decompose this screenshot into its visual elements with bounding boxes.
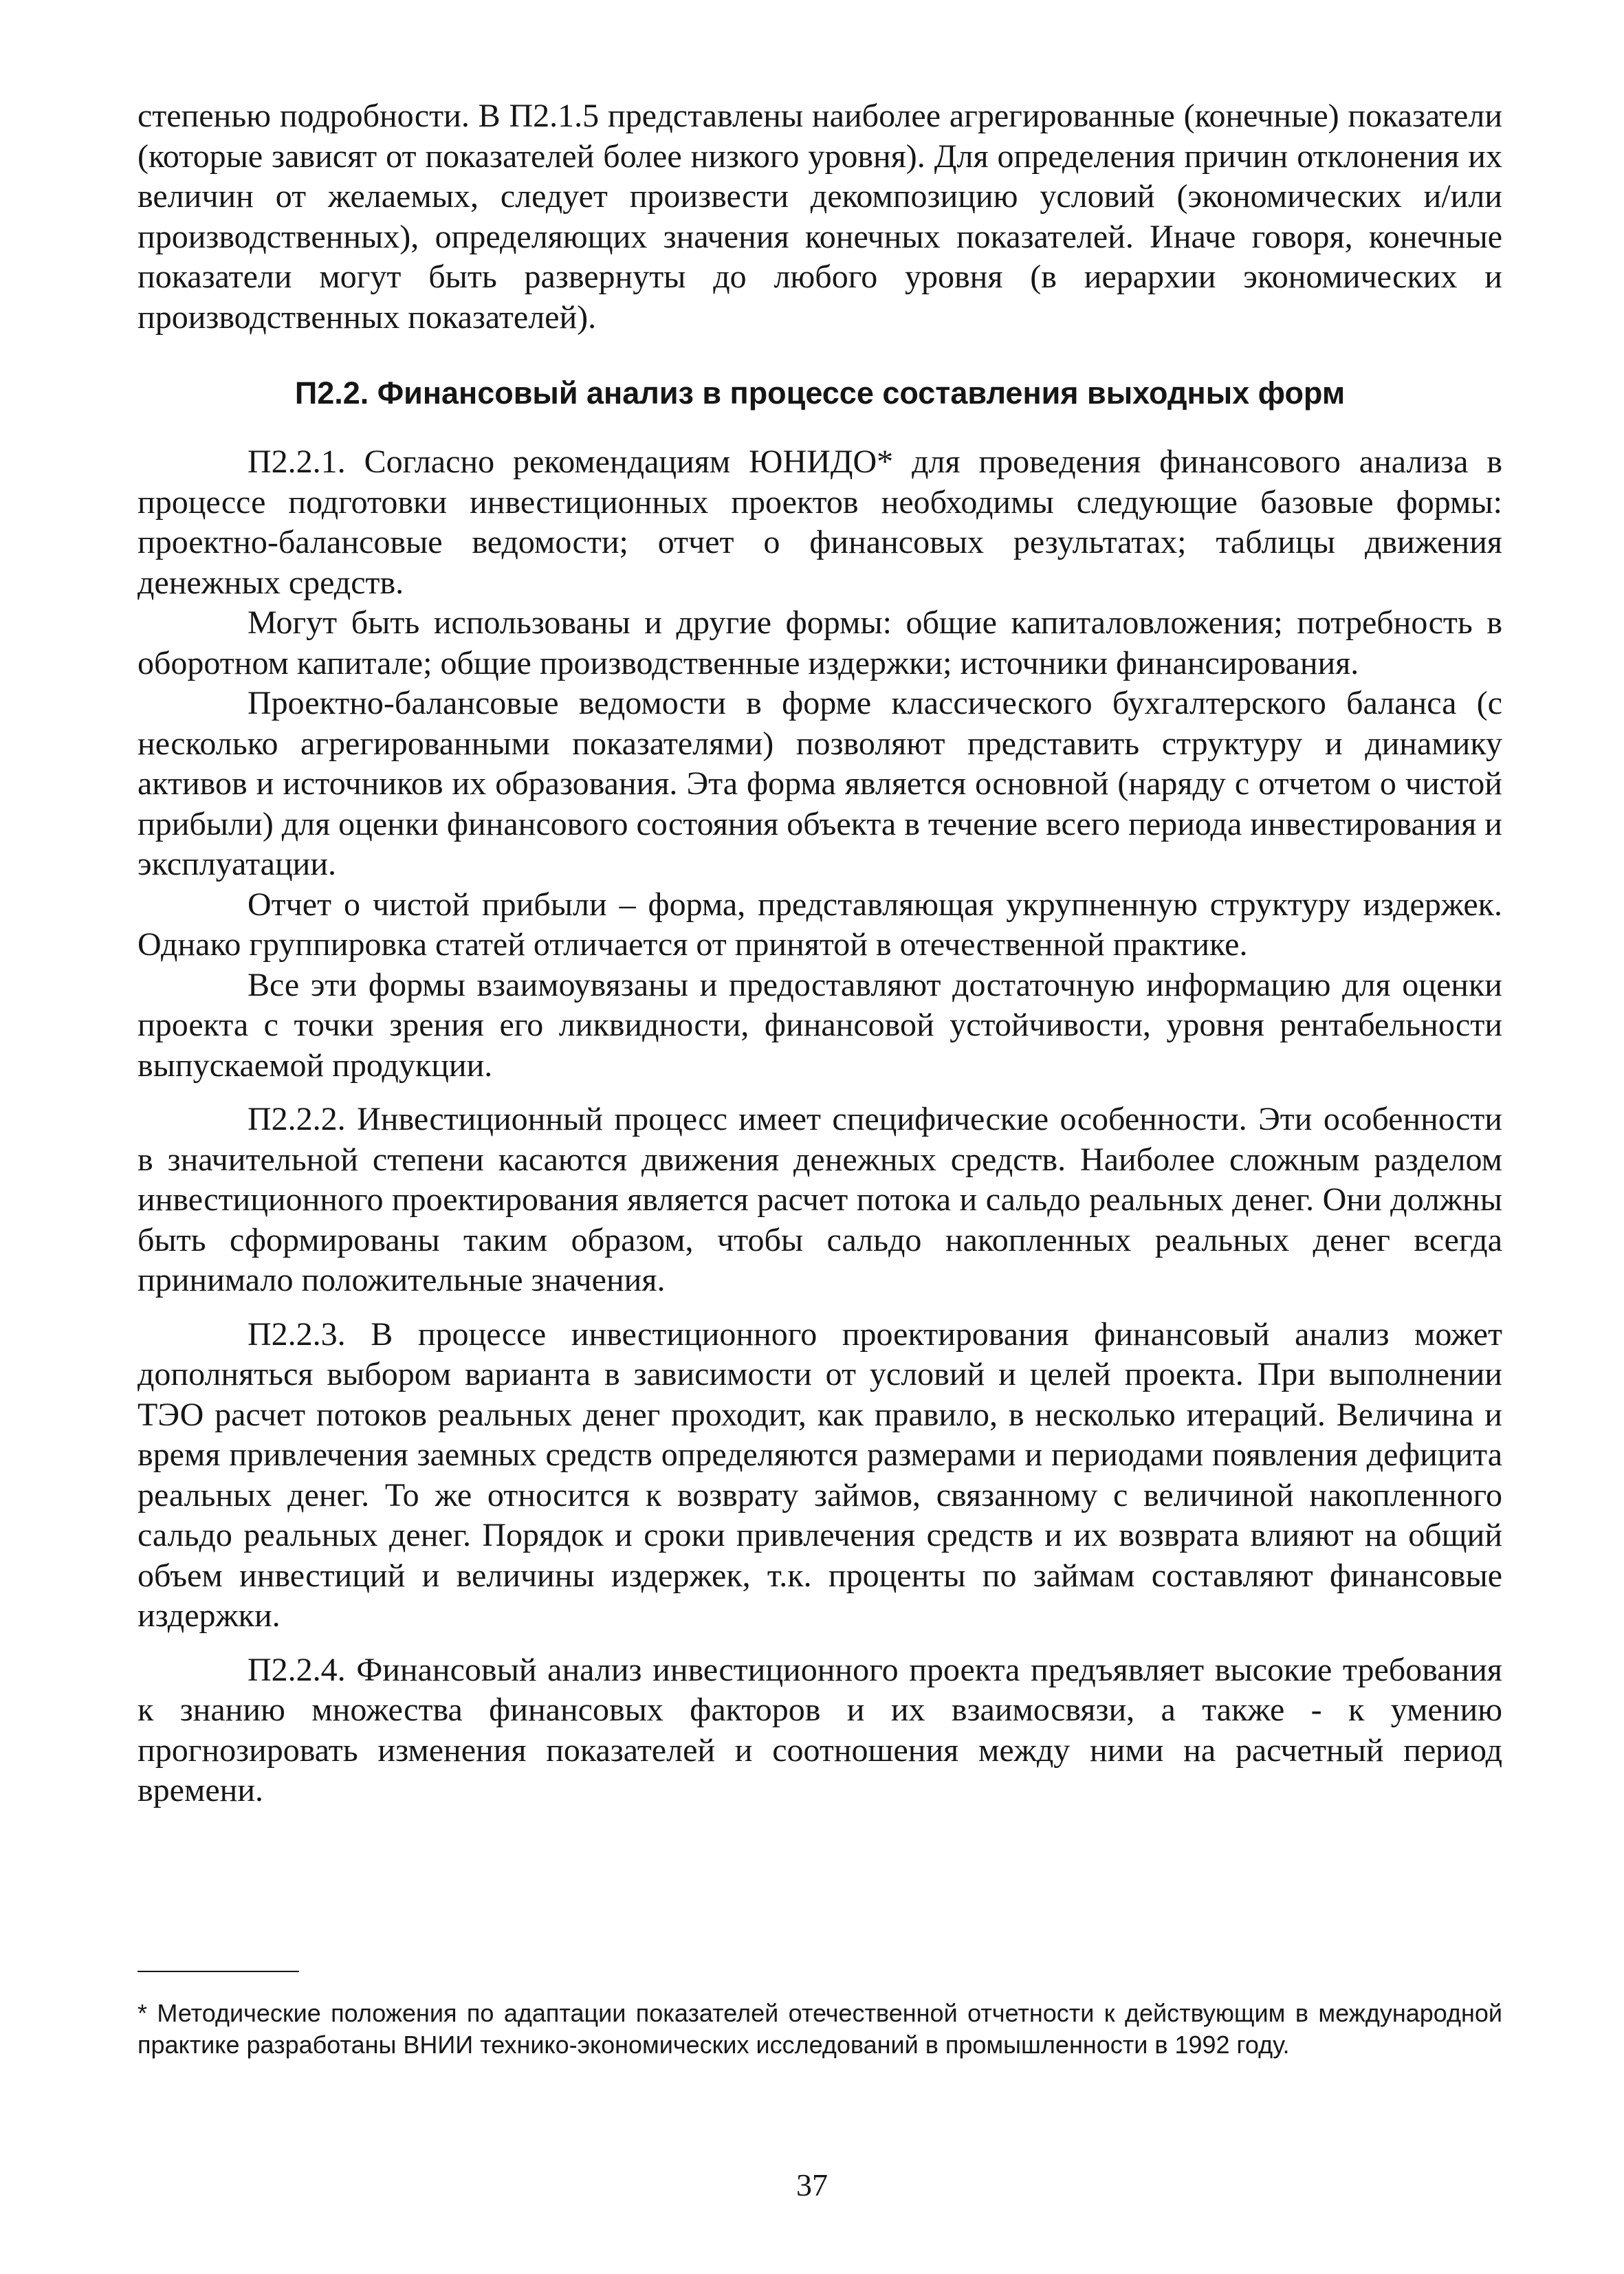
footnote: * Методические положения по адаптации показателей отечественной отчетности к действующим в международной практике разработаны ВНИИ технико-экономических исследований в промышленности в 1992 году. [138, 1999, 1502, 2059]
paragraph-p2-2-2: П2.2.2. Инвестиционный процесс имеет специфические особенности. Эти особенности в значительной степени касаются движения денежных средств. Наиболее сложным разделом инвестиционного проектирования является расчет потока и сальдо реальных денег. Они должны быть сформированы таким образом, чтобы сальдо накопленных реальных денег всегда принимало положительные значения. [138, 1101, 1502, 1298]
page-number: 37 [796, 2167, 828, 2202]
paragraph-p2-2-4: П2.2.4. Финансовый анализ инвестиционного проекта предъявляет высокие требования к знанию множества финансовых факторов и их взаимосвязи, а также - к умению прогнозировать изменения показателей и соотношения между ними на расчетный период времени. [138, 1651, 1502, 1808]
paragraph-intro: степенью подробности. В П2.1.5 представлены наиболее агрегированные (конечные) показатели (которые зависят от показателей более низкого уровня). Для определения причин отклонения их величин от желаемых, следует произвести декомпозицию условий (экономических и/или производственных), определяющих значения конечных показателей. Иначе говоря, конечные показатели могут быть развернуты до любого уровня (в иерархии экономических и производственных показателей). [138, 98, 1502, 336]
paragraph-p2-2-3: П2.2.3. В процессе инвестиционного проектирования финансовый анализ может дополняться выбором варианта в зависимости от условий и целей проекта. При выполнении ТЭО расчет потоков реальных денег проходит, как правило, в несколько итераций. Величина и время привлечения заемных средств определяются размерами и периодами появления дефицита реальных денег. То же относится к возврату займов, связанному с величиной накопленного сальдо реальных денег. Порядок и сроки привлечения средств и их возврата влияют на общий объем инвестиций и величины издержек, т.к. проценты по займам составляют финансовые издержки. [138, 1315, 1502, 1634]
paragraph-balance-sheets: Проектно-балансовые ведомости в форме классического бухгалтерского баланса (с несколько агрегированными показателями) позволяют представить структуру и динамику активов и источников их образования. Эта форма является основной (наряду с отчетом о чистой прибыли) для оценки финансового состояния объекта в течение всего периода инвестирования и эксплуатации. [138, 685, 1502, 882]
page-body [138, 96, 1502, 1811]
paragraph-p2-2-1: П2.2.1. Согласно рекомендациям ЮНИДО* для проведения финансового анализа в процессе подготовки инвестиционных проектов необходимы следующие базовые формы: проектно-балансовые ведомости; отчет о финансовых результатах; таблицы движения денежных средств. [138, 444, 1502, 601]
footnote-divider [138, 1971, 299, 1972]
paragraph-all-forms: Все эти формы взаимоувязаны и предоставляют достаточную информацию для оценки проекта с точки зрения его ликвидности, финансовой устойчивости, уровня рентабельности выпускаемой продукции. [138, 966, 1502, 1084]
paragraph-net-profit: Отчет о чистой прибыли – форма, представляющая укрупненную структуру издержек. Однако группировка статей отличается от принятой в отечественной практике. [138, 886, 1502, 963]
paragraph-other-forms: Могут быть использованы и другие формы: общие капиталовложения; потребность в оборотном капитале; общие производственные издержки; источники финансирования. [138, 604, 1502, 681]
section-heading: П2.2. Финансовый анализ в процессе составления выходных форм [294, 375, 1346, 411]
